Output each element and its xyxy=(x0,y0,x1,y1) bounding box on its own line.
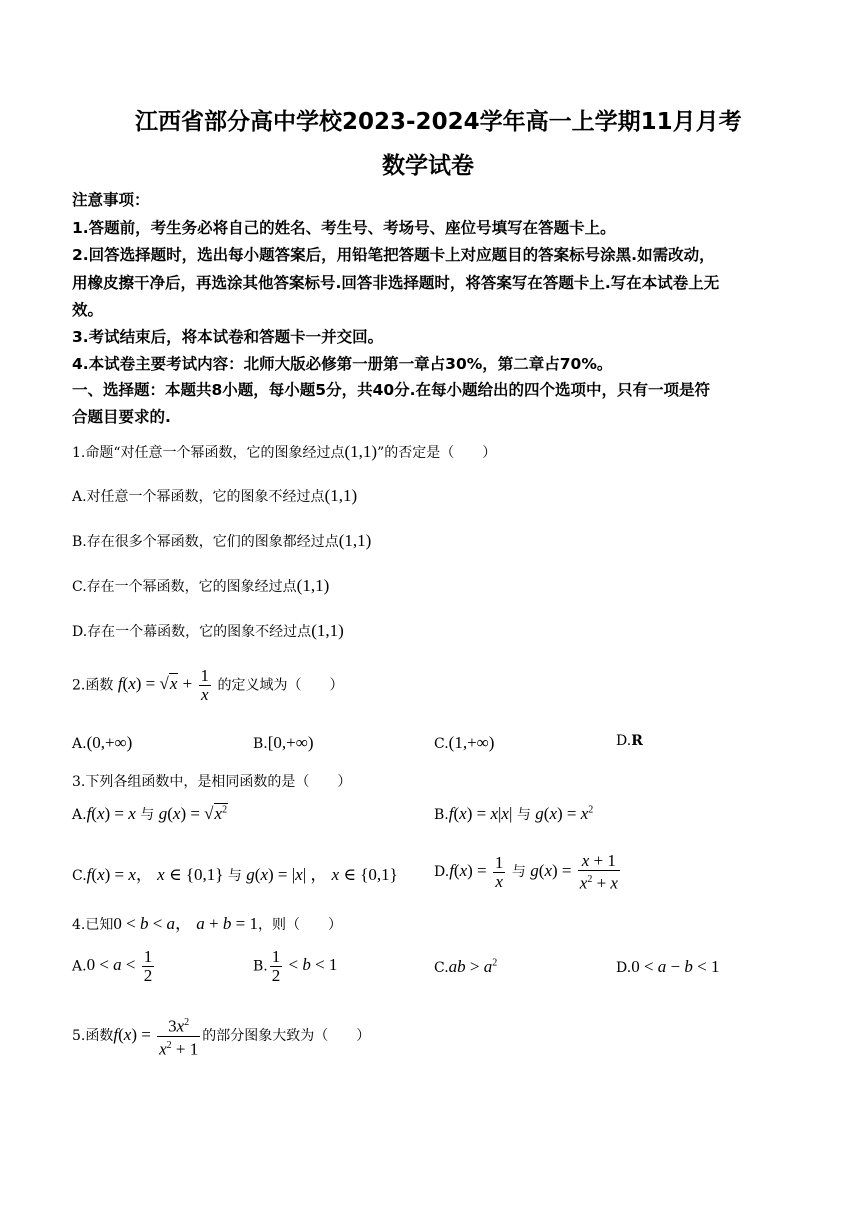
formula-f-sqrt-x-plus-1-over-x: f(x) = √x + $\frac{1}{x}$ xyxy=(117,666,209,704)
note-item-4: 4.本试卷主要考试内容：北师大版必修第一册第一章占30%，第二章占70%。 xyxy=(72,355,613,373)
point-1-1: (1,1) xyxy=(344,442,378,461)
exam-subtitle: 数学试卷 xyxy=(382,153,474,179)
question-1-option-a: A.对任意一个幂函数，它的图象不经过点(1,1) xyxy=(72,486,358,505)
question-3-option-a: A.f(x) = x 与 $g(x) = √x^2$ xyxy=(72,804,228,823)
question-1-option-b: B.存在很多个幂函数，它们的图象都经过点(1,1) xyxy=(72,531,372,550)
question-3-stem: 3.下列各组函数中，是相同函数的是（ ） xyxy=(72,774,352,790)
question-3-option-d: D.f(x) = $\frac{1}{x}$ 与 g(x) = $\frac{x + 1}{x^2 + x}$ xyxy=(434,851,618,893)
question-4-option-d: D.0 < a − b < 1 xyxy=(616,957,720,976)
question-2-option-a: A.(0,+∞) xyxy=(72,733,133,752)
note-item-1: 1.答题前，考生务必将自己的姓名、考生号、考场号、座位号填写在答题卡上。 xyxy=(72,219,616,237)
question-4-option-a: A.0 < a < $\frac{1}{2}$ xyxy=(72,947,153,985)
note-item-2-line-1: 2.回答选择题时，选出每小题答案后，用铅笔把答题卡上对应题目的答案标号涂黑.如需改动， xyxy=(72,246,715,264)
question-3-option-c: C.f(x) = x， x ∈ {0,1} 与 g(x) = |x| ， x ∈ {0,1} xyxy=(72,865,398,884)
question-1-option-c: C.存在一个幂函数，它的图象经过点(1,1) xyxy=(72,576,330,595)
question-4-option-b: B. $\frac{1}{2}$ < b < 1 xyxy=(253,947,338,985)
note-item-3: 3.考试结束后，将本试卷和答题卡一并交回。 xyxy=(72,328,384,346)
question-4-stem: 4.已知0 < b < a， a + b = 1，则（ ） xyxy=(72,914,342,933)
question-2-option-c: C.(1,+∞) xyxy=(434,733,495,752)
question-5-stem: 5.函数f(x) = $\frac{3x^2}{x^2 + 1}$ 的部分图象大致为（ ） xyxy=(72,1016,371,1059)
question-2-option-b: B.[0,+∞) xyxy=(253,733,314,752)
section-heading-line-2: 合题目要求的. xyxy=(72,408,171,426)
question-2-stem: 2.函数 f(x) = √x + $\frac{1}{x}$ 的定义域为（ ） xyxy=(72,666,344,704)
section-heading-line-1: 一、选择题：本题共8小题，每小题5分，共40分.在每小题给出的四个选项中，只有一项是符 xyxy=(72,381,711,399)
question-1-option-d: D.存在一个幕函数，它的图象不经过点(1,1) xyxy=(72,621,344,640)
question-3-option-b: B.f(x) = x|x| 与 $g(x) = x^2$ xyxy=(434,804,594,823)
question-2-option-d: D.R xyxy=(616,733,643,749)
exam-title: 江西省部分高中学校2023-2024学年高一上学期11月月考 xyxy=(135,109,742,135)
notes-heading: 注意事项： xyxy=(72,191,150,209)
question-4-option-c: $C.ab > a^2$ xyxy=(434,957,498,976)
note-item-2-line-3: 效。 xyxy=(72,301,104,319)
note-item-2-line-2: 用橡皮擦干净后，再选涂其他答案标号.回答非选择题时，将答案写在答题卡上.写在本试卷上无 xyxy=(72,274,720,292)
question-1-stem: 1.命题“对任意一个幂函数，它的图象经过点(1,1)”的否定是（ ） xyxy=(72,442,497,461)
